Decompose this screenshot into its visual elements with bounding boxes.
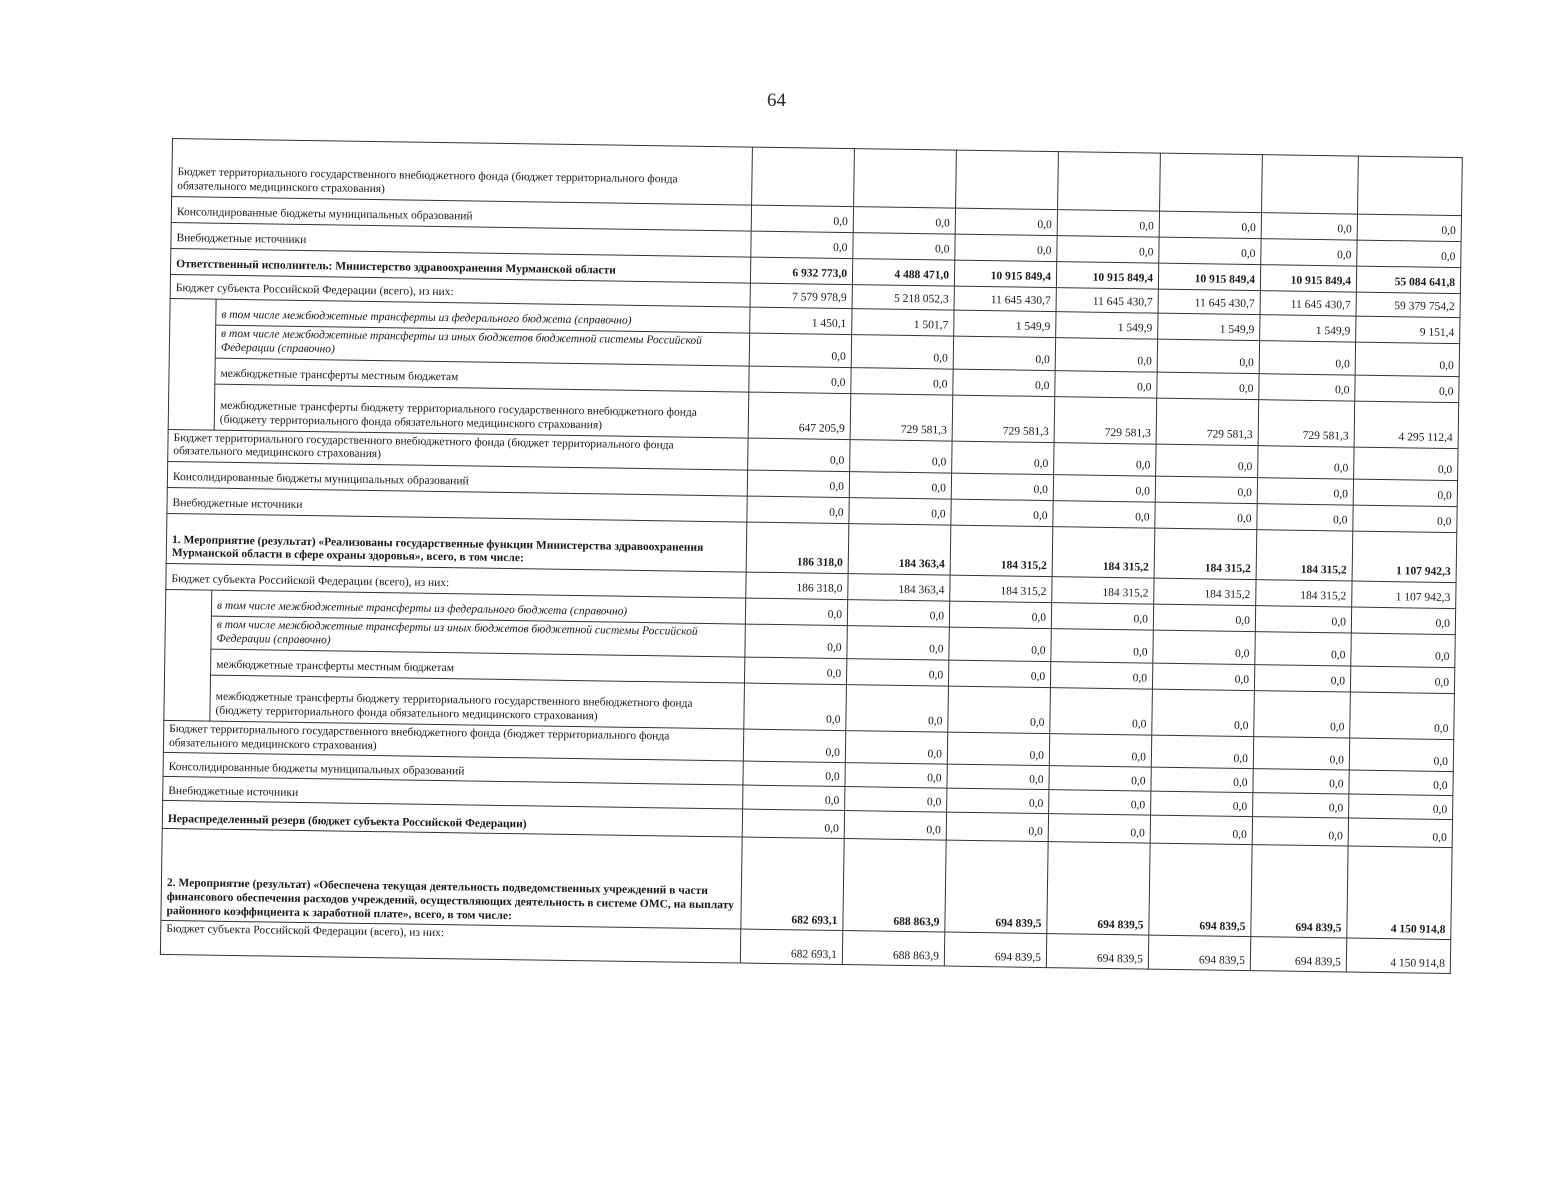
value-cell: 184 315,2	[1052, 527, 1155, 579]
value-cell: 10 915 849,4	[1260, 265, 1356, 292]
value-cell: 0,0	[1055, 370, 1157, 398]
value-cell: 184 315,2	[1256, 580, 1352, 607]
value-cell: 1 107 942,3	[1352, 581, 1456, 609]
value-cell: 0,0	[1349, 770, 1453, 796]
value-cell: 694 839,5	[945, 840, 1048, 934]
value-cell: 0,0	[744, 683, 847, 731]
value-cell: 186 318,0	[746, 572, 848, 600]
value-cell: 0,0	[1259, 341, 1355, 375]
value-cell: 694 839,5	[944, 932, 1046, 968]
value-cell: 0,0	[1051, 629, 1153, 663]
row-label: Внебюджетные источники	[171, 222, 751, 257]
value-cell: 0,0	[1355, 342, 1459, 376]
value-cell: 1 450,1	[750, 307, 852, 335]
row-label: Консолидированные бюджеты муниципальных образований	[163, 753, 743, 786]
value-cell: 0,0	[751, 231, 853, 259]
value-cell: 0,0	[1048, 814, 1150, 844]
value-cell: 7 579 978,9	[750, 283, 852, 309]
value-cell: 4 150 914,8	[1347, 846, 1452, 940]
value-cell: 694 839,5	[1047, 842, 1150, 936]
row-label: Ответственный исполнитель: Министерство здравоохранения Мурманской области	[170, 248, 750, 283]
value-cell: 0,0	[747, 496, 849, 524]
value-cell: 0,0	[1349, 794, 1453, 820]
value-cell	[752, 147, 855, 207]
value-cell: 0,0	[1350, 692, 1455, 740]
value-cell: 0,0	[947, 788, 1049, 814]
value-cell: 0,0	[953, 369, 1055, 397]
value-cell: 682 693,1	[741, 837, 844, 931]
value-cell	[854, 149, 957, 209]
value-cell: 0,0	[1348, 818, 1452, 848]
value-cell: 0,0	[846, 658, 948, 686]
indent-cell	[164, 590, 212, 721]
value-cell: 0,0	[1157, 339, 1259, 373]
row-label: Нераспределенный резерв (бюджет субъекта Российской Федерации)	[162, 801, 742, 838]
value-cell: 0,0	[1050, 687, 1153, 735]
value-cell: 1 107 942,3	[1352, 531, 1457, 583]
row-label: Бюджет субъекта Российской Федерации (всего), из них:	[166, 564, 746, 599]
value-cell: 0,0	[853, 207, 955, 235]
value-cell: 0,0	[849, 472, 951, 500]
value-cell: 0,0	[948, 686, 1051, 734]
value-cell: 0,0	[1049, 766, 1151, 792]
value-cell: 0,0	[1351, 607, 1455, 635]
value-cell: 4 150 914,8	[1346, 938, 1450, 974]
row-label: Консолидированные бюджеты муниципальных образований	[171, 197, 751, 232]
value-cell: 0,0	[1152, 663, 1254, 691]
row-label: Внебюджетные источники	[163, 777, 743, 810]
value-cell: 0,0	[745, 624, 847, 658]
value-cell: 0,0	[743, 761, 845, 787]
value-cell: 0,0	[1354, 447, 1458, 481]
value-cell: 10 915 849,4	[1158, 263, 1260, 291]
value-cell: 5 218 052,3	[852, 285, 954, 311]
indent-cell	[168, 298, 216, 429]
value-cell: 729 581,3	[850, 393, 953, 441]
value-cell: 0,0	[953, 336, 1055, 370]
value-cell: 729 581,3	[1258, 399, 1355, 446]
value-cell: 682 693,1	[740, 929, 842, 965]
value-cell: 1 549,9	[1260, 315, 1356, 342]
value-cell: 729 581,3	[1156, 398, 1259, 446]
value-cell: 11 645 430,7	[1056, 288, 1158, 314]
value-cell: 0,0	[749, 333, 851, 367]
value-cell: 0,0	[1057, 210, 1159, 238]
value-cell: 0,0	[1261, 213, 1357, 240]
value-cell: 0,0	[1051, 603, 1153, 631]
value-cell: 6 932 773,0	[750, 257, 852, 285]
value-cell: 184 315,2	[1154, 578, 1256, 606]
value-cell: 0,0	[850, 439, 952, 473]
value-cell: 729 581,3	[1054, 396, 1157, 444]
row-label: межбюджетные трансферты бюджету территориального государственного внебюджетного фонда (бюджету территориального фонда обязательного медицинского страхования)	[214, 384, 749, 438]
value-cell: 0,0	[1156, 444, 1258, 478]
value-cell	[1358, 156, 1463, 216]
value-cell: 694 839,5	[1149, 843, 1252, 937]
value-cell: 0,0	[1253, 769, 1349, 794]
value-cell: 0,0	[1349, 738, 1453, 772]
value-cell: 0,0	[1261, 239, 1357, 266]
value-cell: 184 315,2	[1154, 528, 1257, 580]
value-cell: 0,0	[1258, 445, 1354, 479]
value-cell: 0,0	[951, 499, 1053, 527]
value-cell: 186 318,0	[746, 522, 849, 574]
value-cell: 0,0	[951, 473, 1053, 501]
row-label: Бюджет субъекта Российской Федерации (всего), из них:	[170, 274, 750, 307]
value-cell: 0,0	[851, 367, 953, 395]
value-cell: 0,0	[1353, 479, 1457, 507]
value-cell: 0,0	[948, 660, 1050, 688]
value-cell: 0,0	[847, 600, 949, 628]
value-cell: 0,0	[751, 205, 853, 233]
value-cell: 0,0	[1053, 475, 1155, 503]
value-cell: 0,0	[1151, 735, 1253, 769]
value-cell: 0,0	[1152, 689, 1255, 737]
value-cell: 0,0	[1049, 790, 1151, 816]
value-cell: 0,0	[1053, 501, 1155, 529]
value-cell: 55 084 641,8	[1356, 266, 1460, 294]
value-cell	[1160, 153, 1263, 213]
row-label: Консолидированные бюджеты муниципальных образований	[167, 462, 747, 497]
value-cell: 0,0	[851, 335, 953, 369]
value-cell: 0,0	[1054, 442, 1156, 476]
budget-table-sheet	[160, 138, 1472, 975]
value-cell: 0,0	[845, 763, 947, 789]
value-cell: 0,0	[1159, 237, 1261, 265]
value-cell: 11 645 430,7	[1158, 289, 1260, 315]
row-label: межбюджетные трансферты бюджету территориального государственного внебюджетного фонда (бюджету территориального фонда обязательного медицинского страхования)	[210, 675, 745, 729]
value-cell: 694 839,5	[1046, 934, 1148, 970]
value-cell: 11 645 430,7	[954, 286, 1056, 312]
page-number: 64	[767, 90, 786, 111]
row-label: 2. Мероприятие (результат) «Обеспечена текущая деятельность подведомственных учреждений в части финансового обеспечения расходов учреждений, осуществляющих деятельность в системе ОМС, на выплату районного коэффициента к заработной плате», всего, в том числе:	[161, 829, 742, 930]
value-cell: 0,0	[1155, 502, 1257, 530]
value-cell: 0,0	[952, 441, 1054, 475]
row-label: в том числе межбюджетные трансферты из иных бюджетов бюджетной системы Российской Федерации (справочно)	[215, 325, 749, 366]
value-cell: 1 549,9	[954, 310, 1056, 338]
value-cell: 0,0	[1151, 767, 1253, 793]
value-cell: 0,0	[955, 234, 1057, 262]
value-cell: 9 151,4	[1356, 316, 1460, 344]
row-label: в том числе межбюджетные трансферты из иных бюджетов бюджетной системы Российской Федерации (справочно)	[211, 616, 745, 657]
value-cell: 0,0	[1049, 733, 1151, 767]
value-cell: 0,0	[744, 657, 846, 685]
row-label: Бюджет территориального государственного внебюджетного фонда (бюджет территориального фонда обязательного медицинского страхования)	[168, 429, 748, 470]
value-cell: 0,0	[1155, 476, 1257, 504]
row-label: Бюджет субъекта Российской Федерации (всего), из них:	[160, 921, 740, 964]
value-cell: 0,0	[745, 598, 847, 626]
value-cell: 647 205,9	[748, 392, 851, 440]
value-cell: 0,0	[1351, 633, 1455, 667]
value-cell: 184 315,2	[1052, 577, 1154, 605]
value-cell: 694 839,5	[1251, 845, 1348, 938]
value-cell: 0,0	[1253, 793, 1349, 818]
value-cell: 0,0	[846, 684, 949, 732]
row-label: межбюджетные трансферты местным бюджетам	[215, 358, 749, 392]
value-cell	[1058, 152, 1161, 212]
value-cell: 0,0	[1159, 211, 1261, 239]
value-cell: 0,0	[743, 729, 845, 763]
value-cell: 0,0	[845, 730, 947, 764]
value-cell: 0,0	[1055, 338, 1157, 372]
value-cell: 0,0	[1057, 236, 1159, 264]
value-cell: 0,0	[853, 233, 955, 261]
value-cell: 0,0	[1350, 666, 1454, 694]
value-cell: 0,0	[946, 812, 1048, 842]
row-label: Внебюджетные источники	[167, 488, 747, 523]
row-label: в том числе межбюджетные трансферты из федерального бюджета (справочно)	[216, 299, 750, 333]
value-cell: 0,0	[1357, 214, 1461, 242]
value-cell: 10 915 849,4	[954, 260, 1056, 288]
value-cell: 0,0	[1353, 505, 1457, 533]
value-cell: 0,0	[847, 626, 949, 660]
value-cell: 729 581,3	[952, 395, 1055, 443]
value-cell: 0,0	[849, 498, 951, 526]
value-cell: 0,0	[1153, 630, 1255, 664]
value-cell: 184 315,2	[950, 575, 1052, 603]
row-label: межбюджетные трансферты местным бюджетам	[211, 649, 745, 683]
value-cell: 0,0	[947, 764, 1049, 790]
value-cell: 694 839,5	[1250, 937, 1346, 972]
value-cell: 0,0	[1254, 690, 1351, 737]
value-cell: 59 379 754,2	[1356, 292, 1460, 318]
value-cell: 184 363,4	[848, 574, 950, 602]
value-cell: 0,0	[1254, 664, 1350, 691]
value-cell: 10 915 849,4	[1056, 262, 1158, 290]
value-cell: 0,0	[743, 785, 845, 811]
row-label: Бюджет территориального государственного внебюджетного фонда (бюджет территориального фонда обязательного медицинского страхования)	[172, 139, 753, 206]
row-label: в том числе межбюджетные трансферты из федерального бюджета (справочно)	[211, 590, 745, 624]
value-cell: 0,0	[1150, 815, 1252, 845]
value-cell: 0,0	[1157, 372, 1259, 400]
value-cell: 0,0	[749, 366, 851, 394]
value-cell: 0,0	[1050, 661, 1152, 689]
value-cell: 4 488 471,0	[852, 259, 954, 287]
row-label: Бюджет территориального государственного внебюджетного фонда (бюджет территориального фонда обязательного медицинского страхования)	[163, 720, 743, 761]
row-label: 1. Мероприятие (результат) «Реализованы государственные функции Министерства здравоохранения Мурманской области в сфере охраны здоровья», всего, в том числе:	[166, 514, 747, 573]
value-cell: 184 315,2	[1256, 530, 1353, 581]
value-cell: 0,0	[949, 627, 1051, 661]
value-cell: 1 501,7	[852, 309, 954, 337]
value-cell: 184 315,2	[950, 525, 1053, 577]
value-cell: 1 549,9	[1158, 313, 1260, 341]
value-cell: 0,0	[1259, 373, 1355, 400]
value-cell: 0,0	[747, 470, 849, 498]
value-cell: 0,0	[1257, 478, 1353, 505]
value-cell: 0,0	[1355, 375, 1459, 403]
value-cell: 694 839,5	[1148, 935, 1250, 971]
value-cell	[1262, 155, 1359, 214]
value-cell: 4 295 112,4	[1354, 401, 1459, 449]
value-cell: 0,0	[1255, 606, 1351, 633]
value-cell: 0,0	[1257, 504, 1353, 531]
value-cell: 0,0	[1255, 632, 1351, 666]
value-cell: 184 363,4	[848, 524, 951, 576]
value-cell: 11 645 430,7	[1260, 291, 1356, 316]
value-cell: 0,0	[844, 811, 946, 841]
value-cell: 0,0	[1252, 817, 1348, 846]
value-cell: 0,0	[845, 787, 947, 813]
value-cell: 1 549,9	[1056, 312, 1158, 340]
value-cell: 0,0	[748, 438, 850, 472]
value-cell	[956, 150, 1059, 210]
value-cell: 688 863,9	[843, 839, 946, 933]
value-cell: 688 863,9	[842, 931, 944, 967]
value-cell: 0,0	[742, 809, 844, 839]
value-cell: 0,0	[949, 601, 1051, 629]
value-cell: 0,0	[947, 732, 1049, 766]
value-cell: 0,0	[1153, 604, 1255, 632]
value-cell: 0,0	[1357, 240, 1461, 268]
value-cell: 0,0	[1151, 791, 1253, 817]
value-cell: 0,0	[955, 208, 1057, 236]
budget-table	[160, 138, 1463, 974]
value-cell: 0,0	[1253, 736, 1349, 770]
